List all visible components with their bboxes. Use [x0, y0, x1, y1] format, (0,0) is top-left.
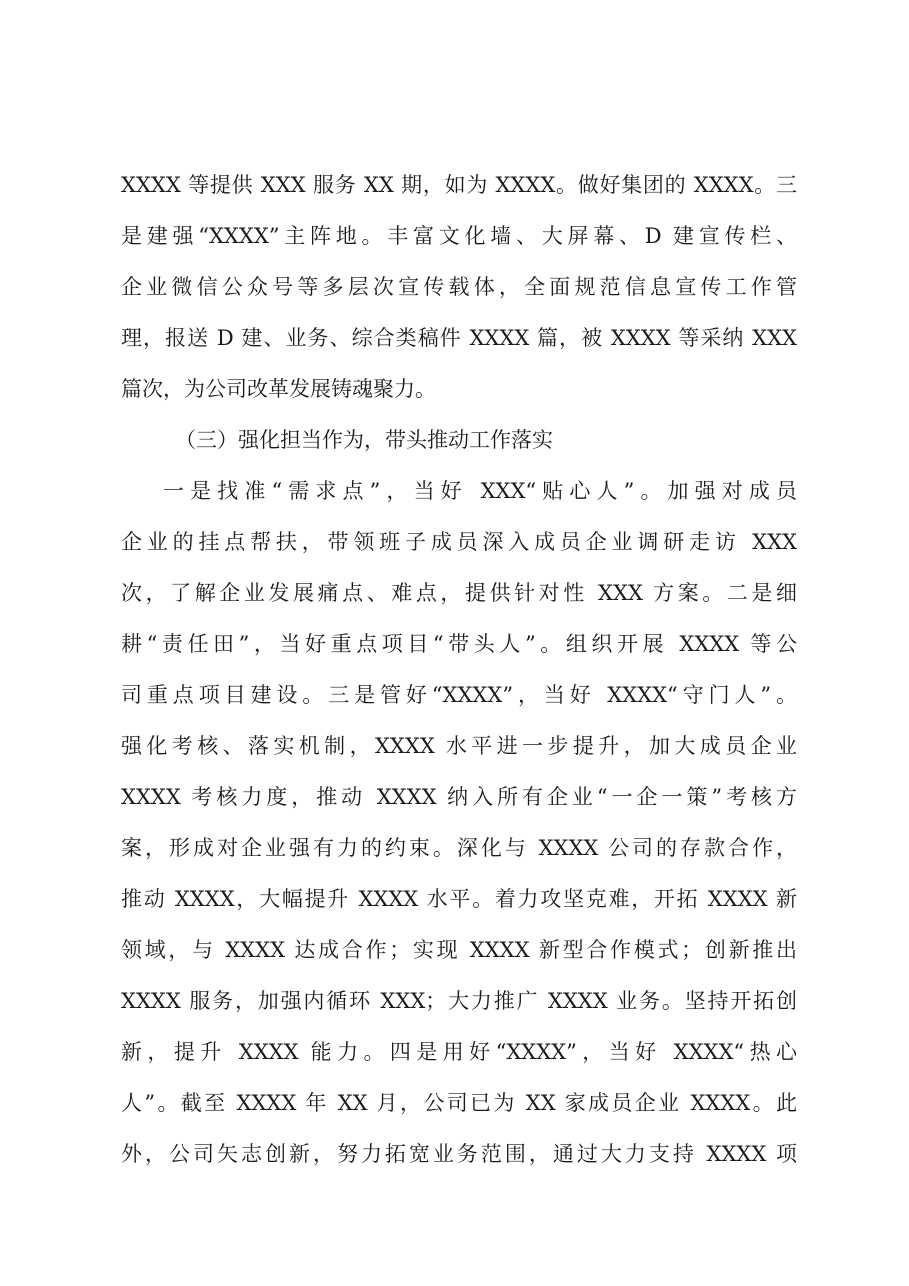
text-line: 耕“责任田”，当好重点项目“带头人”。组织开展 XXXX 等公 [121, 632, 797, 656]
text-line: XXXX 等提供 XXX 服务 XX 期，如为 XXXX。做好集团的 XXXX。三 [121, 173, 797, 197]
text-line: 理，报送 D 建、业务、综合类稿件 XXXX 篇，被 XXXX 等采纳 XXX [121, 326, 797, 350]
text-line: 一是找准“需求点”，当好 XXX“贴心人”。加强对成员 [163, 479, 797, 503]
text-line: XXXX 考核力度，推动 XXXX 纳入所有企业“一企一策”考核方 [121, 785, 797, 809]
text-line: 案，形成对企业强有力的约束。深化与 XXXX 公司的存款合作， [121, 836, 797, 860]
text-line: 推动 XXXX，大幅提升 XXXX 水平。着力攻坚克难，开拓 XXXX 新 [121, 887, 797, 911]
text-line: 人”。截至 XXXX 年 XX 月，公司已为 XX 家成员企业 XXXX。此 [121, 1091, 797, 1115]
text-line: 篇次，为公司改革发展铸魂聚力。 [121, 377, 436, 401]
text-line: XXXX 服务，加强内循环 XXX；大力推广 XXXX 业务。坚持开拓创 [121, 989, 797, 1013]
text-line: 领域，与 XXXX 达成合作；实现 XXXX 新型合作模式；创新推出 [121, 938, 797, 962]
text-line: 企业的挂点帮扶，带领班子成员深入成员企业调研走访 XXX [121, 530, 797, 554]
text-line: 是建强“XXXX”主阵地。丰富文化墙、大屏幕、D 建宣传栏、 [121, 224, 797, 248]
text-line: 次，了解企业发展痛点、难点，提供针对性 XXX 方案。二是细 [121, 581, 797, 605]
text-line: 新，提升 XXXX 能力。四是用好“XXXX”，当好 XXXX“热心 [121, 1040, 797, 1064]
text-line: 司重点项目建设。三是管好“XXXX”，当好 XXXX“守门人”。 [121, 683, 797, 707]
section-heading: （三）强化担当作为，带头推动工作落实 [175, 428, 553, 452]
text-line: 强化考核、落实机制，XXXX 水平进一步提升，加大成员企业 [121, 734, 797, 758]
text-line: 外，公司矢志创新，努力拓宽业务范围，通过大力支持 XXXX 项 [121, 1142, 797, 1166]
text-line: 企业微信公众号等多层次宣传载体，全面规范信息宣传工作管 [121, 275, 797, 299]
